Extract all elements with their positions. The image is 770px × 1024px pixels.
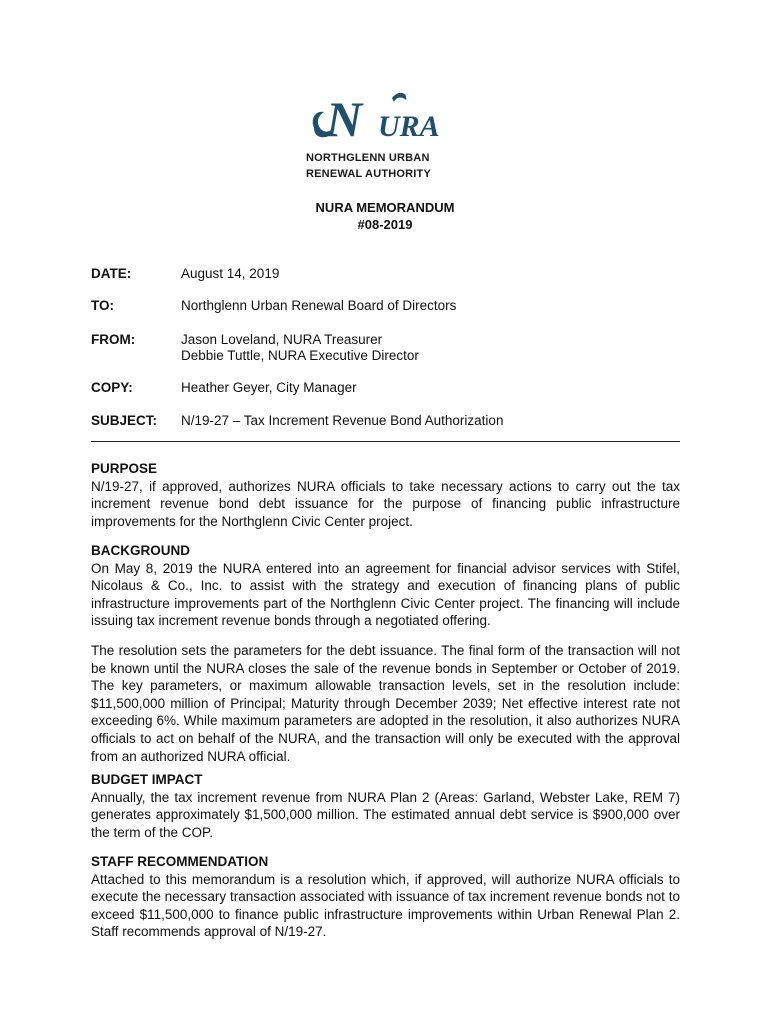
logo-line-2: RENEWAL AUTHORITY — [306, 168, 432, 180]
budget-section — [91, 771, 680, 841]
to-label: TO: — [91, 298, 114, 313]
from-value-2: Debbie Tuttle, NURA Executive Director — [181, 348, 419, 363]
header-divider — [91, 441, 680, 442]
budget-heading: BUDGET IMPACT — [91, 772, 203, 787]
background-heading: BACKGROUND — [91, 543, 190, 558]
date-value: August 14, 2019 — [181, 266, 280, 281]
nura-logo-graphic — [306, 88, 466, 150]
subject-label: SUBJECT: — [91, 413, 158, 428]
to-value: Northglenn Urban Renewal Board of Directors — [181, 298, 457, 313]
recommendation-heading: STAFF RECOMMENDATION — [91, 854, 269, 869]
purpose-text: N/19-27, if approved, authorizes NURA officials to take necessary actions to carry out the tax increment revenue bond debt issuance for the purpose of financing public infrastructure improvements for the Northglenn Civic Center project. — [91, 478, 680, 529]
copy-value: Heather Geyer, City Manager — [181, 380, 357, 395]
background-section — [91, 542, 680, 765]
memo-number: #08-2019 — [357, 217, 413, 232]
copy-label: COPY: — [91, 380, 133, 395]
logo-ura-letters: URA — [378, 110, 440, 143]
budget-text: Annually, the tax increment revenue from NURA Plan 2 (Areas: Garland, Webster Lake, REM 7) generates approximately $1,500,000 million. The estimated annual debt service is $900,000 over the term of the COP. — [91, 789, 680, 840]
background-paragraph-2: The resolution sets the parameters for the debt issuance. The final form of the transaction will not be known until the NURA closes the sale of the revenue bonds in September or October of 2019. The key parameters, or maximum allowable transaction levels, set in the resolution include: $11,500,000 million of Principal; Maturity through December 2039; Net effective interest rate not exceeding 6%. While maximum parameters are adopted in the resolution, it also authorizes NURA officials to act on behalf of the NURA, and the transaction will only be executed with the approval from an authorized NURA official. — [91, 642, 680, 764]
recommendation-section — [91, 853, 680, 941]
purpose-section — [91, 460, 680, 530]
memo-title: NURA MEMORANDUM — [315, 200, 455, 215]
purpose-heading: PURPOSE — [91, 461, 158, 476]
subject-value: N/19-27 – Tax Increment Revenue Bond Authorization — [181, 413, 504, 428]
date-label: DATE: — [91, 266, 132, 281]
recommendation-text: Attached to this memorandum is a resolution which, if approved, will authorize NURA officials to execute the necessary transaction associated with issuance of tax increment revenue bonds not to exceed $11,500,000 to finance public infrastructure improvements within Urban Renewal Plan 2. Staff recommends approval of N/19-27. — [91, 871, 680, 940]
from-value-1: Jason Loveland, NURA Treasurer — [181, 332, 383, 347]
logo-n-letter: N — [326, 91, 363, 147]
from-label: FROM: — [91, 332, 136, 347]
logo-line-1: NORTHGLENN URBAN — [306, 152, 430, 164]
nura-logo — [306, 88, 466, 188]
background-paragraph-1: On May 8, 2019 the NURA entered into an agreement for financial advisor services with Stifel, Nicolaus & Co., Inc. to assist with the strategy and execution of financing plans of public infrastructure improvements part of the Northglenn Civic Center project. The financing will include issuing tax increment revenue bonds through a negotiated offering. — [91, 560, 680, 629]
